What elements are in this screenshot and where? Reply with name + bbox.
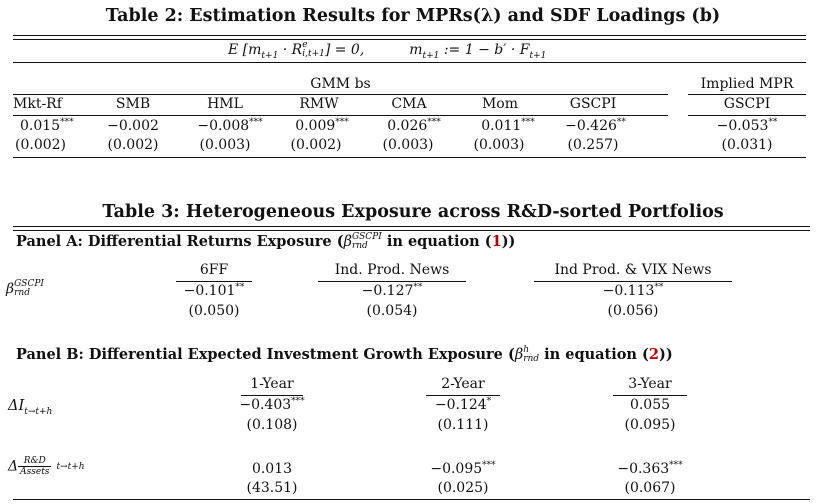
table2-equation: E [$m_{t+1} \cdot R$ e i,t+1 ] = 0, $m_{t+1}$ := $1 - b' \cdot F_{t+1}$ xyxy=(228,40,547,61)
panelB-title: Panel B: Differential Expected Investment Growth Exposure (β h rnd in equation (2)) xyxy=(16,345,673,364)
table2-std-error: (0.002) xyxy=(107,137,159,153)
panelA-std-error: (0.054) xyxy=(366,303,418,319)
panelA-col-header: 6FF xyxy=(199,262,229,278)
table2-implied-estimate: −0.053** xyxy=(716,117,778,134)
table3-top-rule-1 xyxy=(13,226,810,227)
table2-std-error: (0.003) xyxy=(382,137,434,153)
table2-col-header: GSCPI xyxy=(569,96,617,112)
panelA-std-error: (0.056) xyxy=(607,303,659,319)
panelB-row2-std-error: (0.067) xyxy=(624,480,676,496)
table2-estimate: −0.002 xyxy=(107,118,159,134)
table2-col-header: CMA xyxy=(391,96,427,112)
panelA-col-rule xyxy=(534,281,732,282)
panelB-row1-std-error: (0.095) xyxy=(624,417,676,433)
table2-equation-rule xyxy=(13,62,806,63)
table2-std-error: (0.257) xyxy=(567,137,619,153)
table2-implied-std-error: (0.031) xyxy=(721,137,773,153)
table3-top-rule-2 xyxy=(13,230,810,231)
table2-estimate: 0.015*** xyxy=(20,117,74,134)
panelB-row2-std-error: (43.51) xyxy=(246,480,298,496)
table2-estimate: 0.011*** xyxy=(481,117,535,134)
table2-implied-header-rule xyxy=(688,115,806,116)
panelB-row2-estimate: −0.363*** xyxy=(617,460,683,477)
panelA-title: Panel A: Differential Returns Exposure (β GSCPI rnd in equation (1)) xyxy=(16,232,516,251)
table2-col-header: SMB xyxy=(115,96,151,112)
panelB-row1-label: $\Delta I_{t\to t+h}$ xyxy=(8,398,53,417)
panelB-row1-estimate: −0.124* xyxy=(434,396,492,413)
table2-std-error: (0.002) xyxy=(290,137,342,153)
table3-title: Table 3: Heterogeneous Exposure across R&D-sorted Portfolios xyxy=(102,202,724,222)
table2-implied-col-header: GSCPI xyxy=(723,96,771,112)
table2-std-error: (0.003) xyxy=(199,137,251,153)
table2-group-rule xyxy=(13,94,668,95)
panelB-col-header: 3-Year xyxy=(628,376,672,392)
panelB-row1-estimate: −0.403*** xyxy=(239,396,305,413)
panelB-col-header: 1-Year xyxy=(250,376,294,392)
panelA-row-label: β GSCPI rnd xyxy=(6,279,44,298)
panelB-row1-estimate: 0.055 xyxy=(629,397,671,413)
table2-col-header: Mkt-Rf xyxy=(13,96,62,112)
panelA-col-header: Ind. Prod. News xyxy=(334,262,450,278)
panelB-row2-estimate: 0.013 xyxy=(251,461,293,477)
table2-estimate: 0.009*** xyxy=(295,117,349,134)
table2-col-header: Mom xyxy=(481,96,519,112)
panelB-col-rule xyxy=(613,395,687,396)
table2-estimate: −0.426** xyxy=(565,117,626,134)
panelA-std-error: (0.050) xyxy=(188,303,240,319)
table2-header-rule xyxy=(13,115,668,116)
panelA-estimate: −0.101** xyxy=(183,282,245,299)
table2-title: Table 2: Estimation Results for MPRs(λ) and SDF Loadings (b) xyxy=(105,6,721,26)
panelB-row1-std-error: (0.108) xyxy=(246,417,298,433)
panelB-col-header: 2-Year xyxy=(441,376,485,392)
table2-std-error: (0.002) xyxy=(15,137,67,153)
panelB-row2-label: Δ R&D Assets t→t+h xyxy=(8,456,85,477)
table2-implied-header: Implied MPR xyxy=(700,76,794,92)
table2-group-header: GMM bs xyxy=(310,76,371,92)
table2-col-header: RMW xyxy=(299,96,339,112)
panelA-col-header: Ind Prod. & VIX News xyxy=(554,262,712,278)
panelA-col-rule xyxy=(318,281,466,282)
table2-std-error: (0.003) xyxy=(473,137,525,153)
table2-top-rule-2 xyxy=(13,39,806,40)
panelA-estimate: −0.127** xyxy=(361,282,423,299)
table2-bottom-rule xyxy=(13,157,806,158)
table2-estimate: −0.008*** xyxy=(197,117,263,134)
panelA-estimate: −0.113** xyxy=(602,282,664,299)
table3-bottom-rule xyxy=(13,499,810,500)
panelB-row1-std-error: (0.111) xyxy=(437,417,489,433)
panelB-row2-estimate: −0.095*** xyxy=(430,460,496,477)
table2-estimate: 0.026*** xyxy=(387,117,441,134)
table2-implied-rule xyxy=(688,94,806,95)
panelB-row2-std-error: (0.025) xyxy=(437,480,489,496)
table2-top-rule-1 xyxy=(13,35,806,36)
table2-col-header: HML xyxy=(207,96,243,112)
